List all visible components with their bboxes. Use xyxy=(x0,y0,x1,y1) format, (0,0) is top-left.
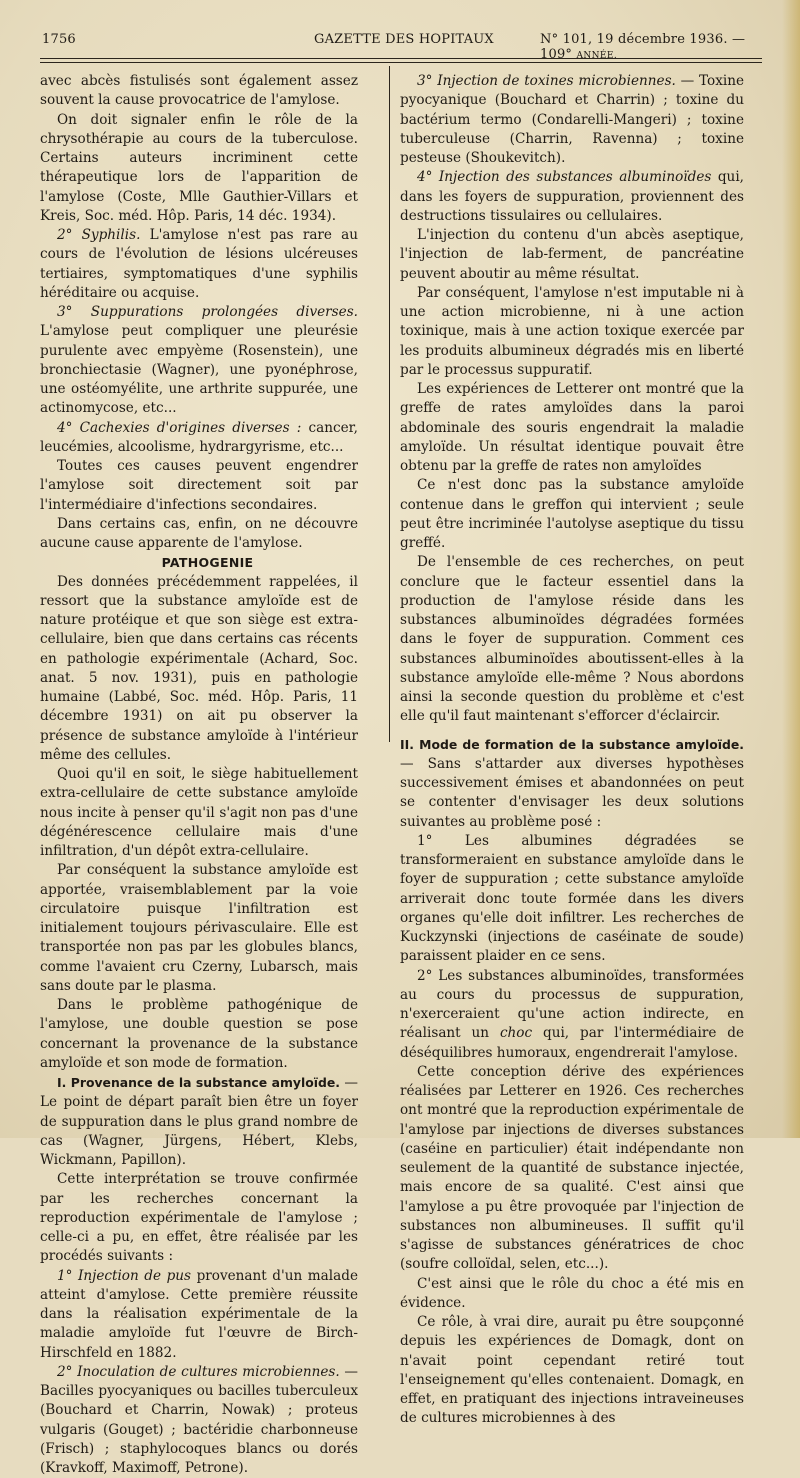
item-text: cancer, leucémies, alcoolisme, hydrargyrisme, etc... xyxy=(40,419,358,455)
paragraph: Cette interprétation se trouve confirmée par les recherches concernant la reproduction expérimentale de l'amylose ; celle-ci a pu, en effet, être réalisée par les procédés suivants : xyxy=(40,1171,358,1265)
page-number: 1756 xyxy=(42,32,76,47)
paragraph: avec abcès fistulisés sont également assez souvent la cause provocatrice de l'amylose. xyxy=(40,73,358,109)
column-divider xyxy=(389,66,390,742)
paragraph: Toutes ces causes peuvent engendrer l'amylose soit directement soit par l'intermédiaire d'infections secondaires. xyxy=(40,458,358,513)
item-text: L'amylose n'est pas rare au cours de l'évolution de lésions ulcéreuses tertiaires, symptomatiques d'une syphilis héréditaire ou acquise. xyxy=(40,227,358,301)
item-text: L'amylose peut compliquer une pleurésie purulente avec empyème (Rosenstein), une bronchiectasie (Wagner), une pyonéphrose, une ostéomyélite, une arthrite suppurée, une actinomycose, etc... xyxy=(40,323,358,417)
paragraph: Par conséquent la substance amyloïde est apportée, vraisemblablement par la voie circulatoire puisque l'infiltration est initialement toujours périvasculaire. Elle est transportée non pas par les globules blancs, comme l'avaient cru Czerny, Lubarsch, mais sans doute par le plasma. xyxy=(40,862,358,994)
section-heading: PATHOGENIE xyxy=(161,555,254,571)
item-text: — Bacilles pyocyaniques ou bacilles tuberculeux (Bouchard et Charrin, Nowak) ; proteus vulgaris (Gouget) ; bactéridie charbonneuse (Frisch) ; staphylocoques blancs ou dorés (Kravkoff, Maximoff, Petrone). xyxy=(40,1363,358,1476)
paragraph xyxy=(40,226,358,303)
paragraph xyxy=(40,1363,358,1478)
item-label: 2° Syphilis. xyxy=(57,227,141,243)
emphasis: choc xyxy=(499,1025,533,1042)
issue-date: N° 101, 19 décembre 1936. — 109° xyxy=(540,32,746,62)
item-label: 3° Suppurations prolongées diverses. xyxy=(57,304,358,320)
paragraph xyxy=(400,967,744,1063)
journal-title: GAZETTE DES HOPITAUX xyxy=(314,32,494,47)
item-text: — Le point de départ paraît bien être un foyer de suppuration dans le plus grand nombre de cas (Wagner, Jürgens, Hébert, Klebs, Wickmann, Papillon). xyxy=(40,1075,358,1168)
paragraph: Les expériences de Letterer ont montré que la greffe de rates amyloïdes dans la paroi abdominale des souris engendrait la maladie amyloïde. Un résultat identique pouvait être obtenu par la greffe de rates non amyloïdes xyxy=(400,381,744,474)
paragraph: C'est ainsi que le rôle du choc a été mis en évidence. xyxy=(400,1275,744,1311)
paragraph: Ce rôle, à vrai dire, aurait pu être soupçonné depuis les expériences de Domagk, dont on n'avait point cependant retiré tout l'enseignement qu'elles contenaient. Domagk, en effet, en pratiquant des injections intraveineuses de cultures microbiennes à des xyxy=(400,1314,744,1427)
item-label: 4° Injection des substances albuminoïdes xyxy=(417,169,712,186)
item-label: 2° Inoculation de cultures microbiennes. xyxy=(57,1363,340,1380)
left-column xyxy=(40,72,358,1478)
item-label: 3° Injection de toxines microbiennes. xyxy=(417,73,676,89)
item-text: qui, par l'intermédiaire de déséquilibres humoraux, engendrerait l'amylose. xyxy=(400,1025,745,1061)
paragraph: 1° Les albumines dégradées se transformeraient en substance amyloïde dans le foyer de suppuration ; cette substance amyloïde arriverait donc toute formée dans les divers organes qu'elle doit infiltrer. Les recherches de Kuckzynski (injections de caséinate de soude) paraissent plaider en ce sens. xyxy=(400,832,744,965)
item-label: 1° Injection de pus xyxy=(57,1267,192,1284)
item-text: provenant d'un malade atteint d'amylose. Cette première réussite dans la réalisation expérimentale de la maladie amyloïde fut l'œuvre de Birch-Hirschfeld en 1882. xyxy=(40,1267,358,1361)
item-text: qui, dans les foyers de suppuration, proviennent des destructions tissulaires ou cellulaires. xyxy=(400,169,744,224)
paragraph: Quoi qu'il en soit, le siège habituellement extra-cellulaire de cette substance amyloïde nous incite à penser qu'il s'agit non pas d'une dégénérescence cellulaire mais d'une infiltration, d'un dépôt extra-cellulaire. xyxy=(40,766,358,859)
item-text: 2° Les substances albuminoïdes, transformées au cours du processus de suppuration, n'exerceraient qu'une action indirecte, en réalisant un xyxy=(400,967,744,1042)
page-edge xyxy=(782,0,800,1138)
paragraph xyxy=(400,168,744,226)
header-rule xyxy=(40,58,762,59)
subsection-heading: I. Provenance de la substance amyloïde. xyxy=(57,1075,340,1090)
paragraph xyxy=(400,72,744,168)
paragraph: De l'ensemble de ces recherches, on peut conclure que le facteur essentiel dans la production de l'amylose réside dans les substances albuminoïdes dégradées formées dans le foyer de suppuration. Comment ces substances albuminoïdes aboutissent-elles à la substance amyloïde elle-même ? Nous abordons ainsi la seconde question du problème et c'est elle qu'il faut maintenant s'efforcer d'éclaircir. xyxy=(400,554,744,725)
header-rule-thin xyxy=(40,62,762,63)
page-header xyxy=(42,30,760,62)
paragraph xyxy=(40,303,358,419)
item-text: — Toxine pyocyanique (Bouchard et Charrin) ; toxine du bactérium termo (Condarelli-Mangeri) ; toxine tuberculeuse (Charrin, Ravenna) ; toxine pesteuse (Shoukevitch). xyxy=(400,73,745,166)
paragraph: Dans certains cas, enfin, on ne découvre aucune cause apparente de l'amylose. xyxy=(40,515,358,551)
item-label: 4° Cachexies d'origines diverses : xyxy=(57,419,302,436)
item-text: — Sans s'attarder aux diverses hypothèses successivement émises et abandonnées on peut se contenter d'envisager les deux solutions suivantes au problème posé : xyxy=(400,755,744,830)
paragraph: Par conséquent, l'amylose n'est imputable ni à une action microbienne, ni à une action toxinique, mais à une action toxique exercée par les produits albumineux dégradés mis en liberté par le processus suppuratif. xyxy=(400,284,744,378)
right-column xyxy=(400,72,744,1429)
paragraph: L'injection du contenu d'un abcès aseptique, l'injection de lab-ferment, de pancréatine peuvent aboutir au même résultat. xyxy=(400,227,744,282)
paragraph xyxy=(40,1267,358,1363)
subsection-heading: II. Mode de formation de la substance amyloïde. xyxy=(400,736,744,752)
paragraph xyxy=(40,1073,358,1170)
paragraph xyxy=(400,735,744,832)
paragraph: Cette conception dérive des expériences réalisées par Letterer en 1926. Ces recherches ont montré que la reproduction expérimentale de l'amylose par injections de diverses substances (caséine en particulier) était indépendante non seulement de la quantité de substance injectée, mais encore de sa qualité. C'est ainsi que l'amylose a pu être provoquée par l'injection de substances non albumineuses. Il suffit qu'il s'agisse de substances génératrices de choc (soufre colloïdal, selen, etc...). xyxy=(400,1063,744,1273)
paragraph: Ce n'est donc pas la substance amyloïde contenue dans le greffon qui intervient ; seule peut être incriminée l'autolyse aseptique du tissu greffé. xyxy=(400,477,744,551)
paragraph: Des données précédemment rappelées, il ressort que la substance amyloïde est de nature protéique et que son siège est extra-cellulaire, bien que dans certains cas récents en pathologie expérimentale (Achard, Soc. anat. 5 nov. 1931), puis en pathologie humaine (Labbé, Soc. méd. Hôp. Paris, 11 décembre 1931) on ait pu observer la présence de substance amyloïde à l'intérieur même des cellules. xyxy=(40,573,358,763)
paragraph xyxy=(40,419,358,458)
paragraph: On doit signaler enfin le rôle de la chrysothérapie au cours de la tuberculose. Certains auteurs incriminent cette thérapeutique lors de l'apparition de l'amylose (Coste, Mlle Gauthier-Villars et Kreis, Soc. méd. Hôp. Paris, 14 déc. 1934). xyxy=(40,111,358,224)
issue-suffix: ANNÉE. xyxy=(576,51,618,61)
paragraph: Dans le problème pathogénique de l'amylose, une double question se pose concernant la provenance de la substance amyloïde et son mode de formation. xyxy=(40,997,358,1071)
